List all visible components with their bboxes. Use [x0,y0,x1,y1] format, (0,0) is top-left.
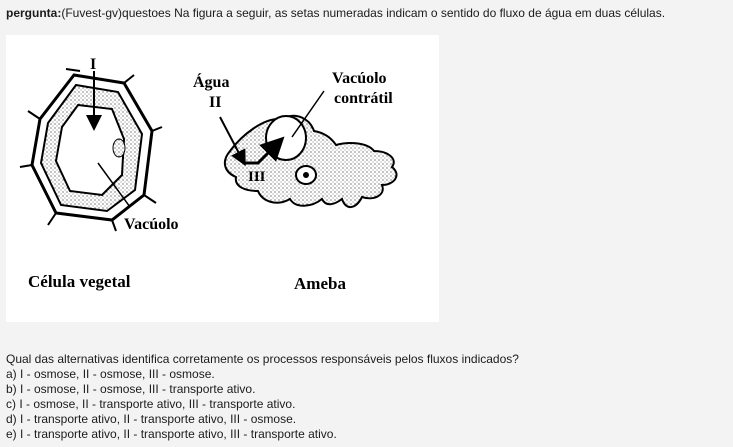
label-III: III [248,169,266,185]
amoeba [193,70,397,293]
option-c[interactable]: c) I - osmose, II - transporte ativo, III - transporte ativo. [6,397,296,411]
label-vacuolo-contratil-2: contrátil [334,90,393,107]
plant-cell [20,56,179,291]
contractile-vacuole [266,116,306,160]
question-text: Na figura a seguir, as setas numeradas indicam o sentido do fluxo de água em duas células. [174,6,666,20]
label-vacuolo-contratil-1: Vacúolo [332,70,387,87]
label-II: II [209,94,222,111]
cell-diagram [6,35,439,322]
question-source: (Fuvest-gv)questoes [61,6,171,20]
label-I: I [90,56,97,73]
option-a[interactable]: a) I - osmose, II - osmose, III - osmose. [6,367,215,381]
label-vacuolo: Vacúolo [124,216,179,233]
question-prompt: Qual das alternativas identifica corretamente os processos responsáveis pelos fluxos indicados? [6,352,519,366]
amoeba-nucleolus [303,172,309,178]
option-b[interactable]: b) I - osmose, II - osmose, III - transporte ativo. [6,382,256,396]
plant-nucleus [113,139,125,157]
question-label: pergunta: [6,6,62,20]
caption-celula-vegetal: Célula vegetal [28,272,131,291]
question-header [6,6,665,20]
question-figure [6,35,439,322]
label-agua: Água [193,74,230,91]
option-e[interactable]: e) I - transporte ativo, II - transporte ativo, III - transporte ativo. [6,427,337,441]
amoeba-body [225,116,397,207]
caption-ameba: Ameba [294,274,346,293]
option-d[interactable]: d) I - transporte ativo, II - transporte ativo, III - osmose. [6,412,297,426]
answer-options [6,367,337,442]
